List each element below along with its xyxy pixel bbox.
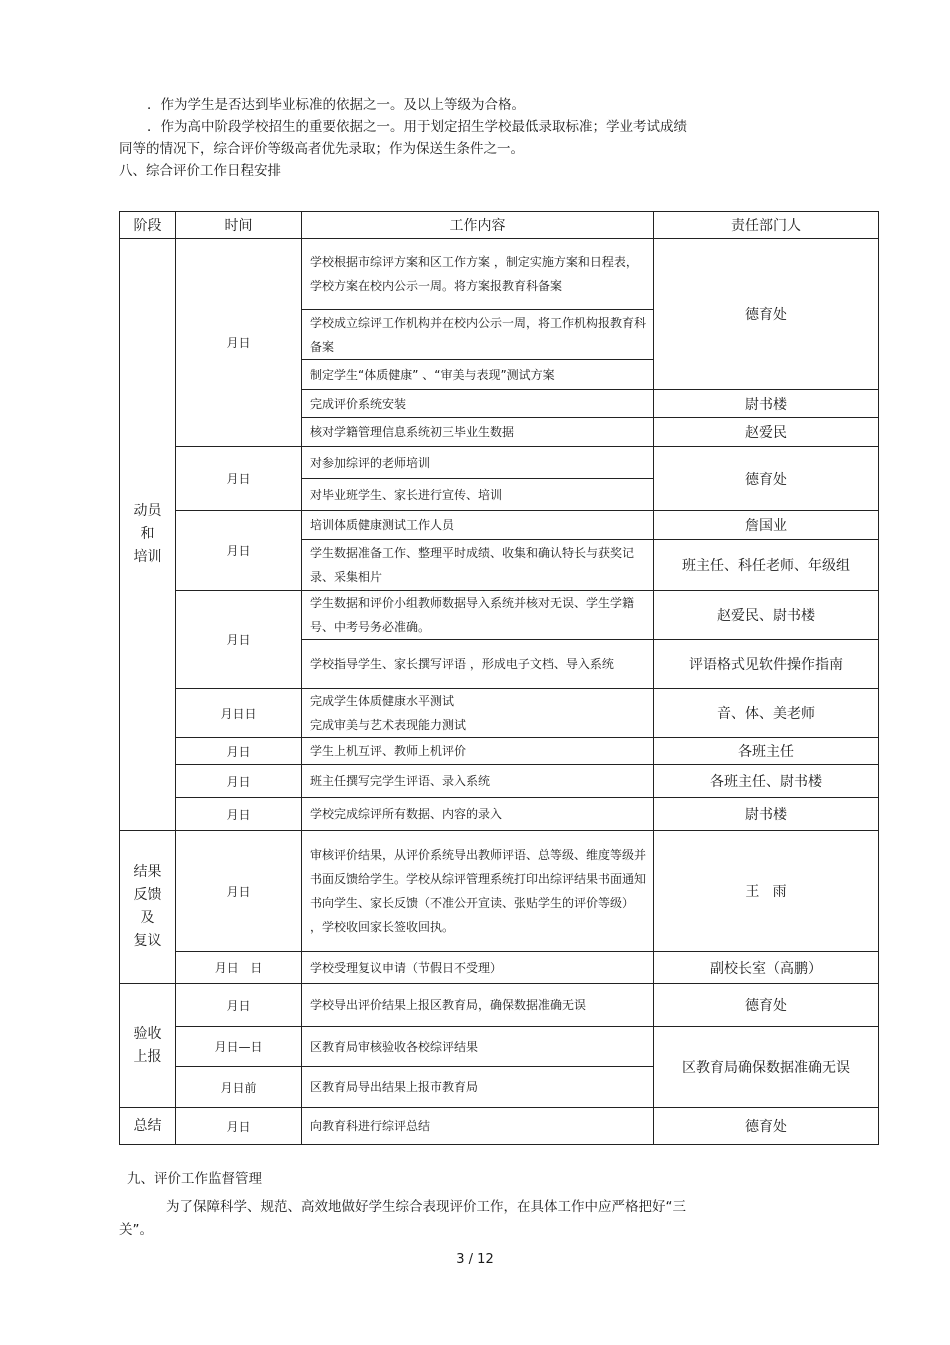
time-cell: 月日日	[176, 689, 302, 738]
content-cell: 核对学籍管理信息系统初三毕业生数据	[302, 418, 654, 447]
content-cell: 学校导出评价结果上报区教育局，确保数据准确无误	[302, 984, 654, 1027]
table-row	[120, 738, 879, 765]
table-row	[120, 1108, 879, 1145]
content-line: 完成审美与艺术表现能力测试	[310, 718, 467, 732]
table-row	[120, 511, 879, 540]
dept-cell: 音、体、美老师	[654, 689, 879, 738]
time-cell: 月日	[176, 511, 302, 591]
content-cell: 区教育局导出结果上报市教育局	[302, 1067, 654, 1108]
header-content: 工作内容	[302, 212, 654, 239]
dept-cell: 詹国业	[654, 511, 879, 540]
time-cell: 月日 日	[176, 952, 302, 984]
time-cell: 月日	[176, 984, 302, 1027]
dept-cell: 班主任、科任老师、年级组	[654, 540, 879, 591]
table-row	[120, 765, 879, 798]
section-9-title: 九、评价工作监督管理	[127, 1171, 262, 1187]
content-cell: 学校受理复议申请（节假日不受理）	[302, 952, 654, 984]
dept-cell: 德育处	[654, 447, 879, 511]
time-cell: 月日	[176, 738, 302, 765]
stage-feedback: 结果 反馈 及 复议	[120, 831, 176, 984]
intro-line-1: ．作为学生是否达到毕业标准的依据之一。及以上等级为合格。	[147, 97, 525, 113]
section-9-paragraph-line-1: 为了保障科学、规范、高效地做好学生综合表现评价工作，在具体工作中应严格把好“三	[166, 1199, 686, 1215]
content-cell: 对参加综评的老师培训	[302, 447, 654, 479]
content-cell: 学校指导学生、家长撰写评语 ，形成电子文档、导入系统	[302, 640, 654, 689]
content-cell: 制定学生“体质健康” 、“审美与表现”测试方案	[302, 360, 654, 390]
table-row	[120, 239, 879, 310]
table-row	[120, 447, 879, 479]
content-cell: 审核评价结果，从评价系统导出教师评语、总等级、维度等级并书面反馈给学生。学校从综评管理系统打印出综评结果书面通知书向学生、家长反馈（不准公开宣读、张贴学生的评价等级） ，学校收回家长签收回执。	[302, 831, 654, 952]
content-cell: 向教育科进行综评总结	[302, 1108, 654, 1145]
table-row	[120, 952, 879, 984]
dept-cell: 评语格式见软件操作指南	[654, 640, 879, 689]
dept-cell: 尉书楼	[654, 390, 879, 418]
dept-cell: 副校长室（高鹏）	[654, 952, 879, 984]
stage-report: 验收 上报	[120, 984, 176, 1108]
content-cell: 对毕业班学生、家长进行宣传、培训	[302, 479, 654, 511]
dept-cell: 王 雨	[654, 831, 879, 952]
dept-cell: 赵爱民	[654, 418, 879, 447]
content-cell: 学校完成综评所有数据、内容的录入	[302, 798, 654, 831]
schedule-table	[119, 211, 879, 1145]
content-cell: 学生数据准备工作、整理平时成绩、收集和确认特长与获奖记录、采集相片	[302, 540, 654, 591]
table-row	[120, 1027, 879, 1067]
content-cell: 培训体质健康测试工作人员	[302, 511, 654, 540]
dept-cell: 德育处	[654, 239, 879, 390]
content-cell: 学生数据和评价小组教师数据导入系统并核对无误、学生学籍号、中考号务必准确。	[302, 591, 654, 640]
stage-mobilize: 动员 和 培训	[120, 239, 176, 831]
content-cell	[302, 689, 654, 738]
time-cell: 月日	[176, 1108, 302, 1145]
time-cell: 月日	[176, 591, 302, 689]
time-cell: 月日	[176, 239, 302, 447]
time-cell: 月日—日	[176, 1027, 302, 1067]
content-line: 完成学生体质健康水平测试	[310, 694, 455, 708]
table-row	[120, 798, 879, 831]
header-time: 时间	[176, 212, 302, 239]
dept-cell: 区教育局确保数据准确无误	[654, 1027, 879, 1108]
dept-cell: 德育处	[654, 1108, 879, 1145]
table-header-row	[120, 212, 879, 239]
content-cell: 区教育局审核验收各校综评结果	[302, 1027, 654, 1067]
content-cell: 学校根据市综评方案和区工作方案 ，制定实施方案和日程表，学校方案在校内公示一周。将方案报教育科备案	[302, 239, 654, 310]
dept-cell: 尉书楼	[654, 798, 879, 831]
table-row	[120, 591, 879, 640]
table-row	[120, 831, 879, 952]
section-9-paragraph-line-2: 关”。	[119, 1222, 153, 1238]
intro-line-3: 同等的情况下，综合评价等级高者优先录取；作为保送生条件之一。	[119, 141, 524, 157]
content-cell: 班主任撰写完学生评语、录入系统	[302, 765, 654, 798]
dept-cell: 各班主任	[654, 738, 879, 765]
time-cell: 月日	[176, 447, 302, 511]
content-cell: 完成评价系统安装	[302, 390, 654, 418]
dept-cell: 德育处	[654, 984, 879, 1027]
dept-cell: 赵爱民、尉书楼	[654, 591, 879, 640]
time-cell: 月日	[176, 831, 302, 952]
table-row	[120, 984, 879, 1027]
time-cell: 月日	[176, 765, 302, 798]
table-row	[120, 689, 879, 738]
stage-summary: 总结	[120, 1108, 176, 1145]
page-number: 3 / 12	[456, 1252, 494, 1267]
intro-line-2: ．作为高中阶段学校招生的重要依据之一。用于划定招生学校最低录取标准；学业考试成绩	[147, 119, 687, 135]
header-dept: 责任部门人	[654, 212, 879, 239]
content-cell: 学生上机互评、教师上机评价	[302, 738, 654, 765]
time-cell: 月日	[176, 798, 302, 831]
time-cell: 月日前	[176, 1067, 302, 1108]
content-cell: 学校成立综评工作机构并在校内公示一周，将工作机构报教育科备案	[302, 310, 654, 360]
dept-cell: 各班主任、尉书楼	[654, 765, 879, 798]
section-8-title: 八、综合评价工作日程安排	[119, 163, 281, 179]
header-stage: 阶段	[120, 212, 176, 239]
